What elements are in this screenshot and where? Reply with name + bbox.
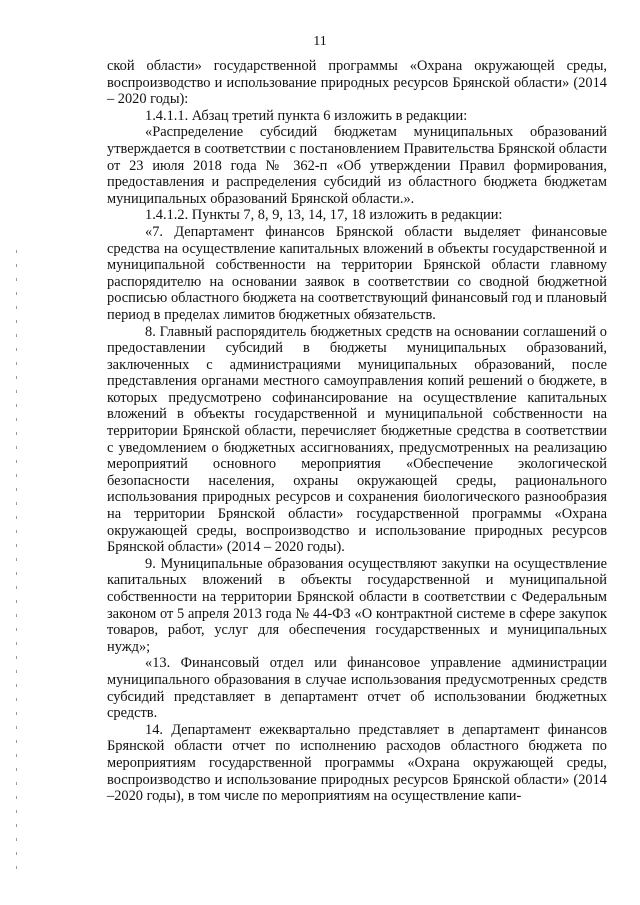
scan-mark xyxy=(16,418,17,421)
document-body xyxy=(107,58,607,805)
scan-mark xyxy=(16,558,17,561)
scan-mark xyxy=(16,586,17,589)
scan-mark xyxy=(16,488,17,491)
page-number: 11 xyxy=(313,34,327,49)
scan-mark xyxy=(16,446,17,449)
scan-mark xyxy=(16,390,17,393)
scan-mark xyxy=(16,530,17,533)
paragraph-item-9: 9. Муниципальные образования осуществляют закупки на осуществление капитальных вложений в объекты государственной и муниципальной собственности на территории Брянской области в соответствии с Федеральным законом от 5 апреля 2013 года № 44-ФЗ «О контрактной системе в сфере закупок товаров, работ, услуг для обеспечения государственных и муниципальных нужд»; xyxy=(107,555,607,655)
scan-mark xyxy=(16,824,17,827)
scan-mark xyxy=(16,600,17,603)
scan-mark xyxy=(16,544,17,547)
scan-mark xyxy=(16,782,17,785)
paragraph-1-4-1-2: 1.4.1.2. Пункты 7, 8, 9, 13, 14, 17, 18 изложить в редакции: xyxy=(145,207,503,224)
scan-mark xyxy=(16,642,17,645)
scan-mark xyxy=(16,838,17,841)
scan-mark xyxy=(16,628,17,631)
paragraph-continuation: ской области» государственной программы «Охрана окружающей среды, воспроизводство и использование природных ресурсов Брянской области» (2014 – 2020 годы): xyxy=(107,58,607,108)
scan-mark xyxy=(16,432,17,435)
scan-mark xyxy=(16,852,17,855)
scan-mark xyxy=(16,460,17,463)
scan-mark xyxy=(16,754,17,757)
scan-mark xyxy=(16,376,17,379)
scan-mark xyxy=(16,306,17,309)
scan-mark xyxy=(16,656,17,659)
scan-mark xyxy=(16,474,17,477)
scan-mark xyxy=(16,516,17,519)
scan-margin-marks xyxy=(16,0,18,905)
scan-mark xyxy=(16,740,17,743)
paragraph-item-7: «7. Департамент финансов Брянской области выделяет финансовые средства на осуществление капитальных вложений в объекты государственной и муниципальной собственности на территории Брянской области главному распорядителю на основании заявок в соответствии со сводной бюджетной росписью областного бюджета на соответствующий финансовый год и плановый период в пределах лимитов бюджетных обязательств. xyxy=(107,223,607,323)
scan-mark xyxy=(16,348,17,351)
scan-mark xyxy=(16,726,17,729)
scan-mark xyxy=(16,572,17,575)
scan-mark xyxy=(16,614,17,617)
scan-mark xyxy=(16,404,17,407)
scan-mark xyxy=(16,866,17,869)
scan-mark xyxy=(16,684,17,687)
scan-mark xyxy=(16,810,17,813)
scan-mark xyxy=(16,698,17,701)
scan-mark xyxy=(16,334,17,337)
scan-mark xyxy=(16,264,17,267)
paragraph-item-14: 14. Департамент ежеквартально представляет в департамент финансов Брянской области отчет по исполнению расходов областного бюджета по мероприятиям государственной программы «Охрана окружающей среды, воспроизводство и использование природных ресурсов Брянской области» (2014 –2020 годы), в том числе по мероприятиям на осуществление капи- xyxy=(107,721,607,805)
scan-mark xyxy=(16,768,17,771)
scan-mark xyxy=(16,320,17,323)
scan-mark xyxy=(16,670,17,673)
scan-mark xyxy=(16,250,17,253)
scan-mark xyxy=(16,362,17,365)
scan-mark xyxy=(16,278,17,281)
scan-mark xyxy=(16,796,17,799)
scan-mark xyxy=(16,712,17,715)
scan-mark xyxy=(16,292,17,295)
paragraph-subsidy-distribution: «Распределение субсидий бюджетам муниципальных образований утверждается в соответствии с постановлением Правительства Брянской области от 23 июля 2018 года № 362-п «Об утверждении Правил формирования, предоставления и распределения субсидий из областного бюджета бюджетам муниципальных образований Брянской области.». xyxy=(107,124,607,207)
paragraph-item-8: 8. Главный распорядитель бюджетных средств на основании соглашений о предоставлении субсидий в бюджеты муниципальных образований, заключенных с администрациями муниципальных образований, после представления органами местного самоуправления копий решений о бюджете, в которых предусмотрено софинансирование на осуществление капитальных вложений в объекты государственной и муниципальной собственности на территории Брянской области, перечисляет бюджетные средства в соответствии с уведомлением о бюджетных ассигнованиях, предусмотренных на реализацию мероприятий основного мероприятия «Обеспечение экологической безопасности населения, охраны окружающей среды, рационального использования природных ресурсов и сохранения биологического разнообразия на территории Брянской области» государственной программы «Охрана окружающей среды, воспроизводство и использование природных ресурсов Брянской области» (2014 – 2020 годы). xyxy=(107,323,607,556)
scan-mark xyxy=(16,502,17,505)
paragraph-1-4-1-1: 1.4.1.1. Абзац третий пункта 6 изложить в редакции: xyxy=(145,107,468,124)
paragraph-item-13: «13. Финансовый отдел или финансовое управление администрации муниципального образования в случае использования предусмотренных средств субсидий представляет в департамент отчет об использовании бюджетных средств. xyxy=(107,655,607,722)
